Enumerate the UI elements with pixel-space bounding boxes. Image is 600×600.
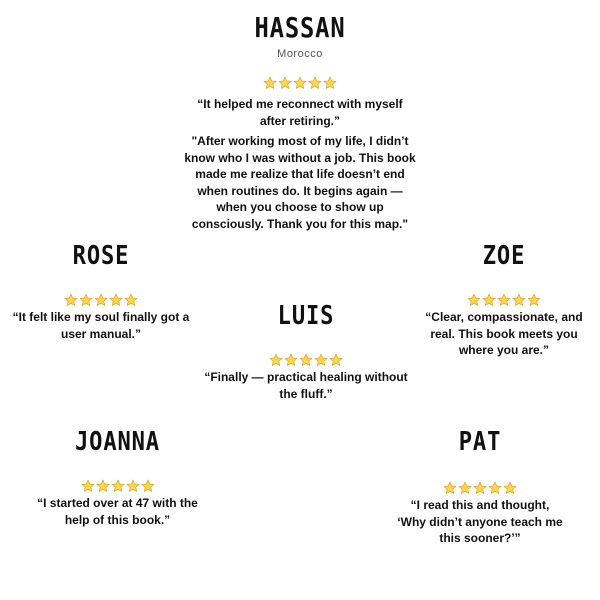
star-icon xyxy=(126,479,140,493)
review-joanna xyxy=(30,429,205,528)
review-hassan xyxy=(150,11,450,232)
star-icon xyxy=(263,76,277,90)
review-quote: “It helped me reconnect with myself after retiring.” xyxy=(197,97,403,128)
star-icon xyxy=(488,481,502,495)
star-icon xyxy=(111,479,125,493)
reviewer-name: HASSAN xyxy=(254,11,346,44)
star-rating xyxy=(150,76,450,90)
star-icon xyxy=(284,353,298,367)
reviewer-name: JOANNA xyxy=(75,427,160,457)
star-icon xyxy=(64,293,78,307)
star-icon xyxy=(314,353,328,367)
review-quote: “I read this and thought, ‘Why didn’t anyone teach me this sooner?’” xyxy=(397,498,563,545)
star-icon xyxy=(141,479,155,493)
reviewer-name: PAT xyxy=(458,427,502,457)
star-icon xyxy=(482,293,496,307)
star-icon xyxy=(94,293,108,307)
reviewer-name: ROSE xyxy=(72,241,130,271)
star-icon xyxy=(79,293,93,307)
star-icon xyxy=(293,76,307,90)
star-icon xyxy=(329,353,343,367)
star-rating xyxy=(10,293,192,307)
star-icon xyxy=(124,293,138,307)
review-pat xyxy=(395,429,565,547)
star-icon xyxy=(503,481,517,495)
star-icon xyxy=(269,353,283,367)
reviewer-name: LUIS xyxy=(277,301,335,331)
review-quote: “I started over at 47 with the help of this book.” xyxy=(37,496,198,527)
review-text: "After working most of my life, I didn’t know who I was without a job. This book made me realize that life doesn’t end when routines do. It begins again — when you choose to show up consciously. Thank you for this map." xyxy=(184,134,416,231)
reviewer-country: Morocco xyxy=(277,48,323,60)
star-icon xyxy=(308,76,322,90)
star-icon xyxy=(443,481,457,495)
star-icon xyxy=(473,481,487,495)
star-rating xyxy=(395,481,565,495)
star-icon xyxy=(278,76,292,90)
star-icon xyxy=(81,479,95,493)
review-quote: “It felt like my soul finally got a user manual.” xyxy=(12,310,190,341)
star-icon xyxy=(109,293,123,307)
star-icon xyxy=(497,293,511,307)
review-quote: “Clear, compassionate, and real. This book meets you where you are.” xyxy=(425,310,583,357)
star-icon xyxy=(512,293,526,307)
review-quote: “Finally — practical healing without the fluff.” xyxy=(204,370,408,401)
review-zoe xyxy=(416,243,592,359)
star-rating xyxy=(198,353,414,367)
star-icon xyxy=(527,293,541,307)
star-rating xyxy=(30,479,205,493)
review-luis xyxy=(198,303,414,402)
review-rose xyxy=(10,243,192,342)
star-icon xyxy=(458,481,472,495)
star-icon xyxy=(299,353,313,367)
star-icon xyxy=(323,76,337,90)
star-icon xyxy=(96,479,110,493)
star-rating xyxy=(416,293,592,307)
reviewer-name: ZOE xyxy=(482,241,526,271)
star-icon xyxy=(467,293,481,307)
